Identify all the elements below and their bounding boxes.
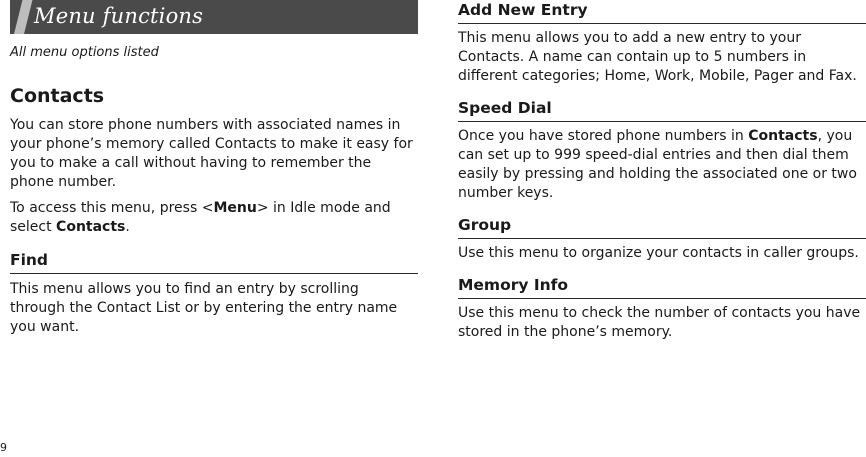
find-body: This menu allows you to find an entry by scrolling through the Contact List or by entering the entry name you want. <box>10 281 398 335</box>
contacts-intro: You can store phone numbers with associated names in your phone’s memory called Contacts to make it easy for you to make a call without having to remember the phone number. <box>10 117 413 190</box>
group-heading: Group <box>458 215 866 239</box>
page-subtitle: All menu options listed <box>10 45 159 60</box>
speed-dial-heading: Speed Dial <box>458 98 866 122</box>
contacts-bold-label: Contacts <box>748 128 818 144</box>
contacts-menu-label: Contacts <box>56 219 126 235</box>
contacts-access-instructions: To access this menu, press <Menu> in Idle mode and select Contacts. <box>10 200 391 235</box>
speed-dial-body: Once you have stored phone numbers in Contacts, you can set up to 999 speed-dial entries and then dial them easily by pressing and holding the associated one or two number keys. <box>458 128 857 201</box>
section-banner <box>10 0 418 34</box>
add-new-entry-heading: Add New Entry <box>458 0 866 24</box>
memory-info-body: Use this menu to check the number of contacts you have stored in the phone’s memory. <box>458 305 861 340</box>
right-column <box>458 0 866 342</box>
find-heading: Find <box>10 250 418 274</box>
memory-info-heading: Memory Info <box>458 275 866 299</box>
page-title: Menu functions <box>34 4 204 28</box>
group-body: Use this menu to organize your contacts in caller groups. <box>458 245 859 261</box>
left-column <box>10 0 418 337</box>
contacts-heading: Contacts <box>10 85 105 107</box>
add-new-entry-body: This menu allows you to add a new entry to your Contacts. A name can contain up to 5 numbers in different categories; Home, Work, Mobile, Pager and Fax. <box>458 30 857 84</box>
menu-key-label: Menu <box>213 200 257 216</box>
page-number: 9 <box>0 441 7 454</box>
